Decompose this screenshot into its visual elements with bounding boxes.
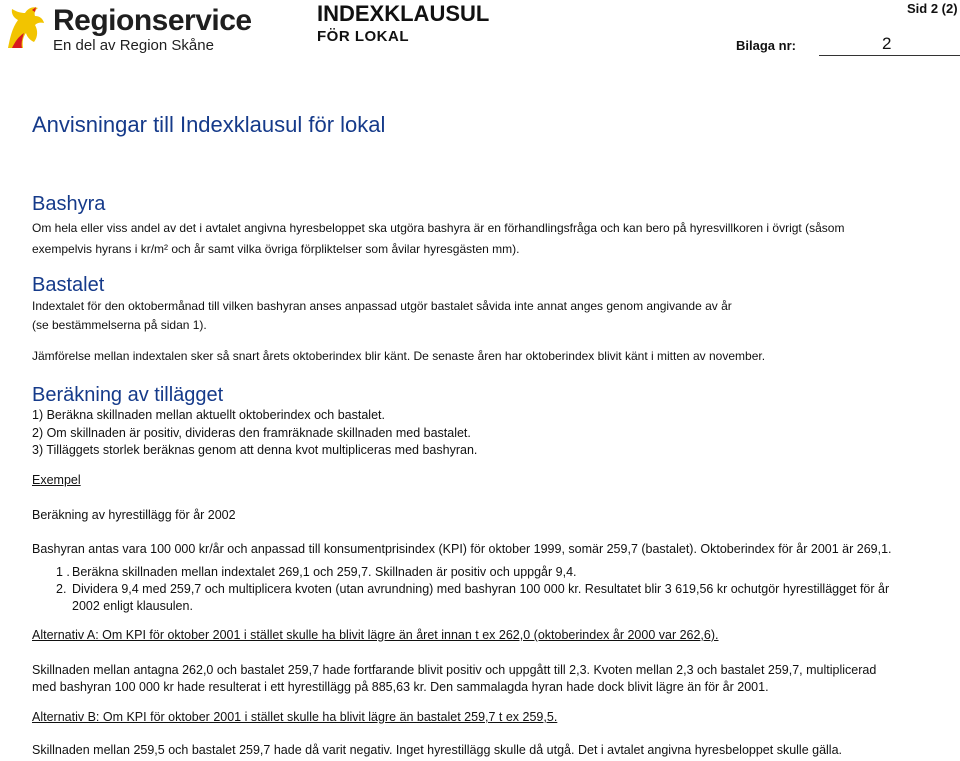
bilaga-value: 2 bbox=[882, 34, 892, 53]
page-number: Sid 2 (2) bbox=[907, 1, 958, 16]
berakning-step-2: 2) Om skillnaden är positiv, divideras den framräknade skillnaden med bastalet. bbox=[32, 426, 471, 440]
logo-tagline: En del av Region Skåne bbox=[53, 37, 214, 54]
bashyra-text-line-1: Om hela eller viss andel av det i avtalet angivna hyresbeloppet ska utgöra bashyra är en förhandlingsfråga och kan bero på hyresvillkoren i övrigt (såsom bbox=[32, 221, 845, 235]
logo-wordmark: Regionservice bbox=[53, 4, 252, 37]
header-title: INDEXKLAUSUL bbox=[317, 1, 490, 26]
berakning-step-1: 1) Beräkna skillnaden mellan aktuellt oktoberindex och bastalet. bbox=[32, 408, 385, 422]
exempel-intro: Bashyran antas vara 100 000 kr/år och anpassad till konsumentprisindex (KPI) för oktober 1999, somär 259,7 (bastalet). Oktoberindex för år 2001 är 269,1. bbox=[32, 542, 892, 556]
alt-a-heading: Alternativ A: Om KPI för oktober 2001 i stället skulle ha blivit lägre än året innan t ex 262,0 (oktoberindex år 2000 var 262,6). bbox=[32, 628, 719, 642]
bilaga-label: Bilaga nr: bbox=[736, 38, 796, 53]
alt-b-heading: Alternativ B: Om KPI för oktober 2001 i stället skulle ha blivit lägre än bastalet 259,7 t ex 259,5. bbox=[32, 710, 558, 724]
alt-b-text-line-1: Skillnaden mellan 259,5 och bastalet 259,7 hade då varit negativ. Inget hyrestillägg skulle då utgå. Det i avtalet angivna hyresbeloppet skulle gälla. bbox=[32, 743, 843, 757]
exempel-label: Exempel bbox=[32, 473, 81, 487]
exempel-item-2-text-line-1: Dividera 9,4 med 259,7 och multiplicera kvoten (utan avrundning) med bashyran 100 000 kr. Resultatet blir 3 619,56 kr ochutgör hyrestillägget för år bbox=[72, 582, 890, 596]
heading-bashyra: Bashyra bbox=[32, 193, 106, 215]
exempel-item-2-number: 2. bbox=[56, 582, 67, 596]
alt-a-text-line-1: Skillnaden mellan antagna 262,0 och bastalet 259,7 hade fortfarande blivit positiv och uppgått till 2,3. Kvoten mellan 2,3 och bastalet 259,7, multiplicerad bbox=[32, 663, 877, 677]
exempel-title: Beräkning av hyrestillägg för år 2002 bbox=[32, 508, 236, 522]
berakning-step-3: 3) Tilläggets storlek beräknas genom att denna kvot multipliceras med bashyran. bbox=[32, 443, 478, 457]
exempel-item-1-number: 1 . bbox=[56, 565, 70, 579]
griffin-logo-icon bbox=[2, 4, 46, 52]
exempel-item-1-text: Beräkna skillnaden mellan indextalet 269,1 och 259,7. Skillnaden är positiv och uppgår 9,4. bbox=[72, 565, 577, 579]
bastalet-text-line-2: (se bestämmelserna på sidan 1). bbox=[32, 318, 207, 332]
heading-berakning: Beräkning av tillägget bbox=[32, 384, 224, 406]
header-subtitle: FÖR LOKAL bbox=[317, 28, 409, 45]
document-title: Anvisningar till Indexklausul för lokal bbox=[32, 112, 386, 137]
bashyra-text-line-2: exempelvis hyrans i kr/m² och år samt vilka övriga förpliktelser som åvilar hyresgästen mm). bbox=[32, 242, 520, 256]
bilaga-underline bbox=[819, 55, 960, 56]
bastalet-text-line-3: Jämförelse mellan indextalen sker så snart årets oktoberindex blir känt. De senaste åren har oktoberindex blivit känt i mitten av november. bbox=[32, 349, 766, 363]
regionservice-logo bbox=[0, 0, 250, 58]
alt-a-text-line-2: med bashyran 100 000 kr hade resulterat i ett hyrestillägg på 885,63 kr. Den sammalagda hyran hade dock blivit lägre än för år 2001. bbox=[32, 680, 769, 694]
bastalet-text-line-1: Indextalet för den oktobermånad till vilken bashyran anses anpassad utgör bastalet såvida inte annat anges genom angivande av år bbox=[32, 299, 732, 313]
heading-bastalet: Bastalet bbox=[32, 274, 105, 296]
exempel-item-2-text-line-2: 2002 enligt klausulen. bbox=[72, 599, 193, 613]
